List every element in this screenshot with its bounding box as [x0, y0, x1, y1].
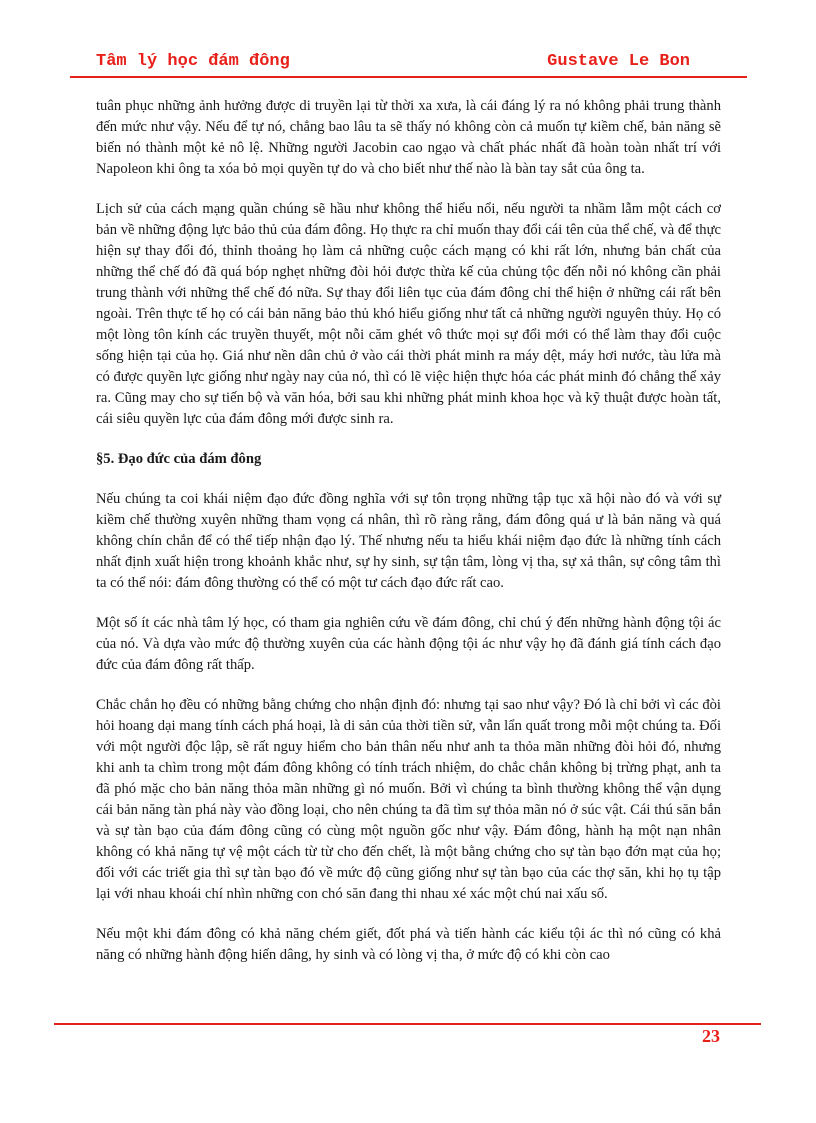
page-body — [96, 96, 721, 985]
paragraph: Chắc chắn họ đều có những bằng chứng cho nhận định đó: nhưng tại sao như vậy? Đó là chỉ bởi vì các đòi hỏi hoang dại mang tính cách phá hoại, là di sản của thời tiền sử, vẫn lẩn quất trong mỗi một chúng ta. Đối với một người độc lập, sẽ rất nguy hiểm cho bản thân nếu như anh ta thỏa mãn những đòi hỏi đó, nhưng khi anh ta chìm trong một đám đông không có tính trách nhiệm, do chắc chắn không bị trừng phạt, anh ta đã phó mặc cho bản năng thỏa mãn những gì nó muốn. Bởi vì chúng ta bình thường không thể vận dụng cái bản năng tàn phá này vào đồng loại, cho nên chúng ta đã tìm sự thỏa mãn nó ở súc vật. Cái thú săn bắn và sự tàn bạo của đám đông cũng có cùng một nguồn gốc như vậy. Đám đông, hành hạ một nạn nhân không có khả năng tự vệ một cách từ từ cho đến chết, là một bằng chứng cho sự tàn bạo đớn mạt của họ; đối với các triết gia thì sự tàn bạo đó về mức độ cũng giống như sự tàn bạo của các thợ săn, khi họ tụ tập lại với nhau khoái chí nhìn những con chó săn đang thi nhau xé xác một chú nai xấu số. — [96, 697, 721, 902]
page-header — [96, 48, 690, 72]
paragraph: Lịch sử của cách mạng quần chúng sẽ hầu như không thể hiểu nổi, nếu người ta nhầm lẫm một cách cơ bản về những động lực bảo thủ của đám đông. Họ thực ra chỉ muốn thay đổi cái tên của thể chế, và để thực hiện sự thay đổi đó, thỉnh thoảng họ làm cả những cuộc cách mạng có khi rất lớn, nhưng bản chất của những thể chế đó đã quá bóp nghẹt những đòi hỏi được thừa kế của chủng tộc đến nỗi nó không cần phải trung thành với những thể chế đó nữa. Sự thay đổi liên tục của đám đông chỉ thể hiện ở những cái rất bên ngoài. Trên thực tế họ có cái bản năng bảo thủ khó hiểu giống như tất cả những người nguyên thủy. Họ có một lòng tôn kính các truyền thuyết, một nỗi căm ghét vô thức mọi sự đổi mới có thể làm thay đổi cuộc sống hiện tại của họ. Giá như nền dân chủ ở vào cái thời phát minh ra máy dệt, máy hơi nước, tàu lửa mà có được quyền lực giống như ngày nay của nó, thì có lẽ việc hiện thực hóa các phát minh đó chẳng thể xảy ra. Cũng may cho sự tiến bộ và văn hóa, bởi sau khi những phát minh khoa học và kỹ thuật được hoàn tất, cái siêu quyền lực của đám đông mới được sinh ra. — [96, 201, 721, 427]
footer-divider — [54, 1023, 761, 1025]
section-heading: §5. Đạo đức của đám đông — [96, 451, 262, 467]
header-divider — [70, 76, 747, 78]
author-name: Gustave Le Bon — [547, 52, 690, 71]
paragraph: tuân phục những ảnh hưởng được di truyền lại từ thời xa xưa, là cái đáng lý ra nó không phải trung thành đến mức như vậy. Nếu để tự nó, chẳng bao lâu ta sẽ thấy nó không còn cả muốn tự kiềm chế, bản năng sẽ biến nó thành một kẻ nô lệ. Những người Jacobin cao ngạo và chất phác nhất đã hoàn toàn nhất trí với Napoleon khi ông ta xóa bỏ mọi quyền tự do và cho biết như thế nào là bàn tay sắt của ông ta. — [96, 98, 721, 177]
paragraph: Nếu chúng ta coi khái niệm đạo đức đồng nghĩa với sự tôn trọng những tập tục xã hội nào đó và với sự kiềm chế thường xuyên những tham vọng cá nhân, thì rõ ràng rằng, đám đông quá ư là bản năng và quá không chín chắn để có thể tiếp nhận đạo lý. Thế nhưng nếu ta hiểu khái niệm đạo đức là những tính cách nhất định xuất hiện trong khoảnh khắc như, sự hy sinh, sự tận tâm, lòng vị tha, sự xả thân, sự công tâm thì ta có thể nói: đám đông thường có thể có một tư cách đạo đức rất cao. — [96, 491, 721, 591]
paragraph: Nếu một khi đám đông có khả năng chém giết, đốt phá và tiến hành các kiểu tội ác thì nó cũng có khả năng có những hành động hiến dâng, hy sinh và có lòng vị tha, ở mức độ có khi còn cao — [96, 926, 721, 963]
book-title: Tâm lý học đám đông — [96, 52, 290, 71]
paragraph: Một số ít các nhà tâm lý học, có tham gia nghiên cứu về đám đông, chỉ chú ý đến những hành động tội ác của nó. Và dựa vào mức độ thường xuyên của các hành động tội ác như vậy họ đã đánh giá tính cách đạo đức của đám đông rất thấp. — [96, 615, 721, 673]
page-number: 23 — [702, 1026, 720, 1046]
